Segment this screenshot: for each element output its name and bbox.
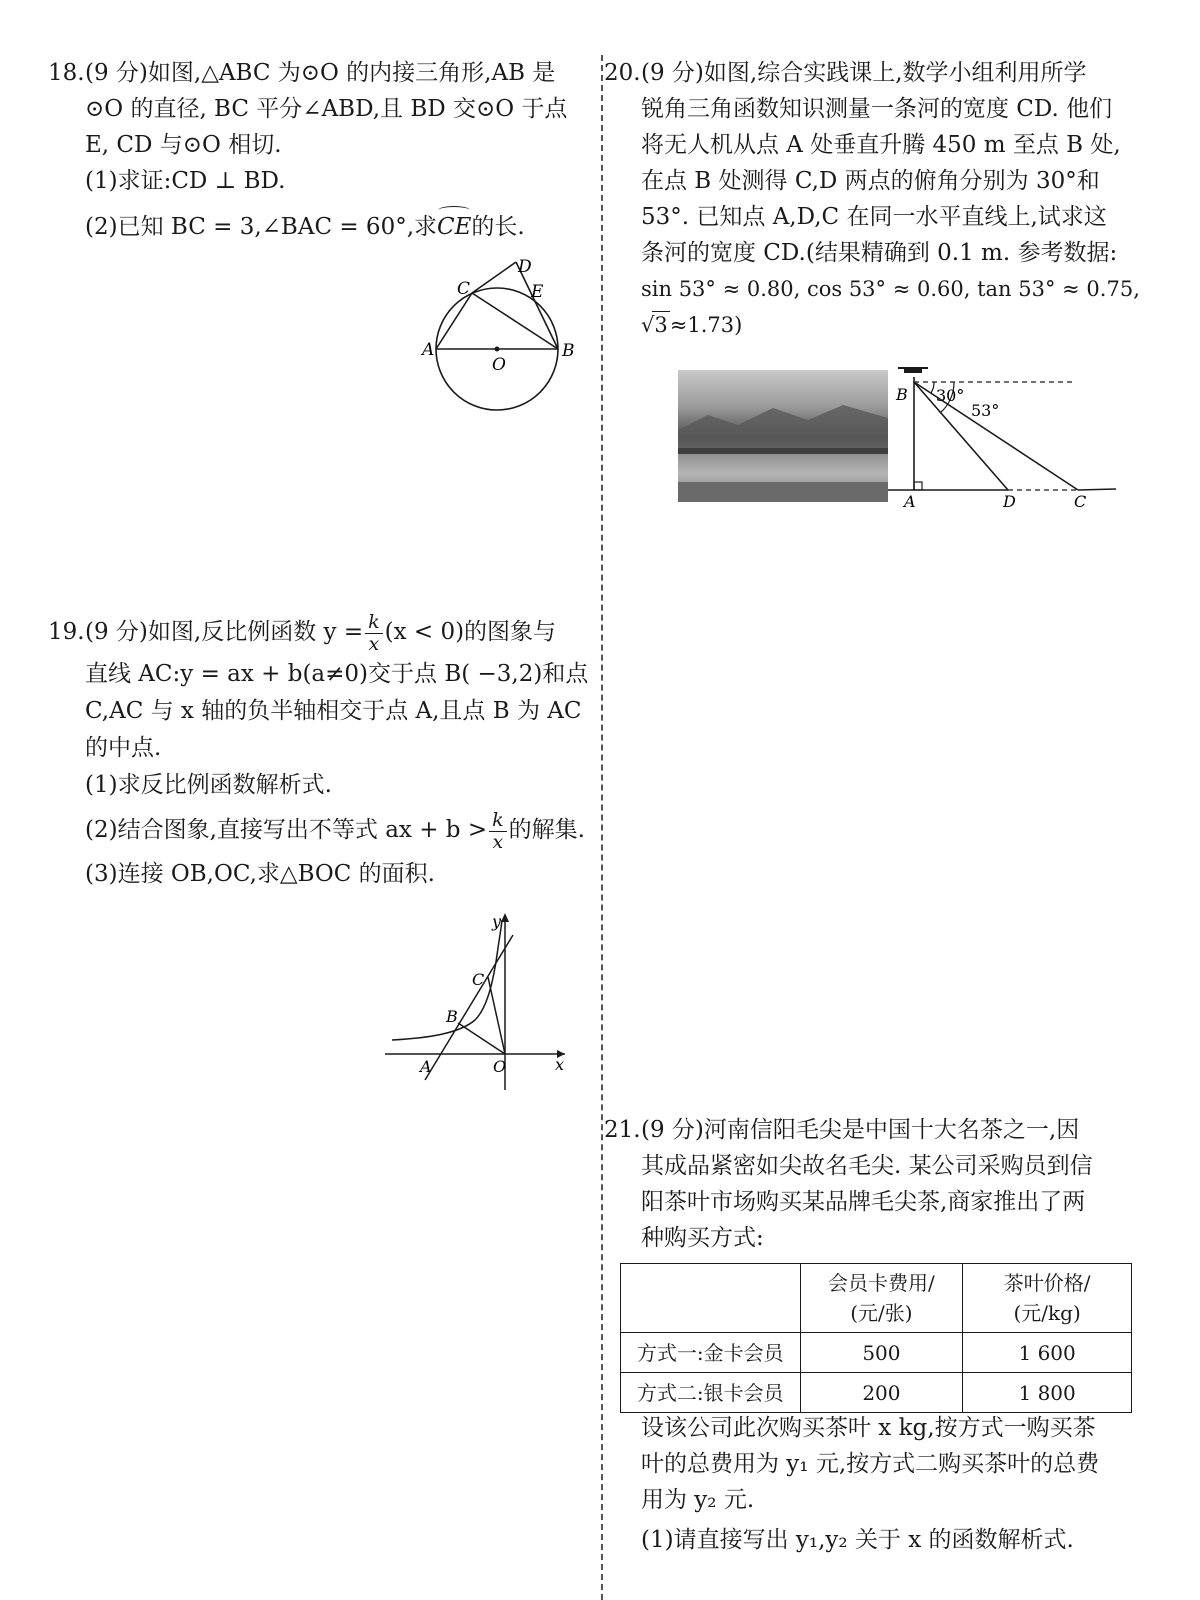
table-cell: 1 600 — [963, 1333, 1132, 1373]
q21-after-line1: 设该公司此次购买茶叶 x kg,按方式一购买茶 — [641, 1415, 1096, 1441]
q18-part-2-suffix: 的长. — [471, 214, 525, 240]
q21-after-line3: 用为 y₂ 元. — [641, 1487, 755, 1513]
question-number: 19. — [48, 619, 85, 645]
question-number: 18. — [48, 60, 85, 86]
label-a: A — [422, 340, 435, 360]
arc-ce: CE — [437, 209, 471, 245]
q19-part-3: (3)连接 OB,OC,求△BOC 的面积. — [85, 861, 435, 887]
hyperbola-diagram — [380, 905, 580, 1095]
label-o: O — [493, 1057, 507, 1076]
q19-part-2-text: (2)结合图象,直接写出不等式 ax + b > — [85, 817, 488, 843]
q20-text-line3: 将无人机从点 A 处垂直升腾 450 m 至点 B 处, — [641, 132, 1121, 158]
q20-text-line2: 锐角三角函数知识测量一条河的宽度 CD. 他们 — [641, 96, 1113, 122]
label-x: x — [555, 1055, 565, 1074]
fraction-numerator: k — [489, 810, 507, 832]
table-cell: 500 — [800, 1333, 963, 1373]
fraction-k-over-x — [365, 612, 383, 655]
q20-text-line4: 在点 B 处测得 C,D 两点的俯角分别为 30°和 — [641, 168, 1100, 194]
q19-text-line1-post: (x < 0)的图象与 — [384, 619, 557, 645]
q18-text-line2: ⊙O 的直径, BC 平分∠ABD,且 BD 交⊙O 于点 — [85, 96, 568, 122]
fraction-denominator: x — [492, 830, 504, 853]
q20-text-line6: 条河的宽度 CD.(结果精确到 0.1 m. 参考数据: — [641, 240, 1118, 266]
q19-text-line4: 的中点. — [85, 735, 162, 761]
circle-diagram — [415, 250, 590, 415]
q21-after-line2: 叶的总费用为 y₁ 元,按方式二购买茶叶的总费 — [641, 1451, 1100, 1477]
table-cell: 方式二:银卡会员 — [621, 1373, 801, 1413]
label-b: B — [896, 385, 908, 404]
q20-text-line7: sin 53° ≈ 0.80, cos 53° ≈ 0.60, tan 53° ≈ 0.75, — [641, 277, 1140, 301]
table-row — [621, 1373, 1132, 1413]
label-y: y — [492, 912, 502, 931]
table-header-cell: 会员卡费用/ (元/张) — [800, 1264, 963, 1333]
drone-icon — [898, 368, 928, 373]
question-20 — [604, 55, 1194, 343]
ground-line-right — [1078, 489, 1116, 490]
drone-angle-diagram — [888, 362, 1123, 514]
q18-part-2 — [48, 209, 588, 245]
label-d: D — [1003, 492, 1016, 511]
q20-text-line1: (9 分)如图,综合实践课上,数学小组利用所学 — [641, 60, 1087, 86]
table-row — [621, 1333, 1132, 1373]
q18-part-2-text: (2)已知 BC = 3,∠BAC = 60°,求 — [85, 214, 438, 240]
q19-text-line2: 直线 AC:y = ax + b(a≠0)交于点 B( −3,2)和点 — [85, 661, 589, 687]
q19-text-line1-pre: (9 分)如图,反比例函数 y = — [85, 619, 364, 645]
question-21 — [604, 1112, 1194, 1256]
label-angle-53: 53° — [971, 401, 1000, 420]
question-number: 20. — [604, 60, 641, 86]
q19-part-2 — [48, 804, 588, 856]
q21-text-line3: 阳茶叶市场购买某品牌毛尖茶,商家推出了两 — [641, 1189, 1086, 1215]
mountains — [678, 405, 888, 450]
label-o: O — [492, 355, 506, 375]
table-cell: 200 — [800, 1373, 963, 1413]
label-a: A — [904, 492, 916, 511]
q18-text-line1: (9 分)如图,△ABC 为⊙O 的内接三角形,AB 是 — [85, 60, 556, 86]
label-angle-30: 30° — [936, 386, 965, 405]
fraction-k-over-x — [489, 810, 507, 853]
label-e: E — [531, 282, 544, 302]
question-19 — [48, 608, 588, 893]
segment-oc — [488, 977, 505, 1054]
q20-text-line8: √3≈1.73) — [641, 313, 743, 337]
angle-30-arc — [931, 382, 934, 393]
table-cell: 1 800 — [963, 1373, 1132, 1413]
q20-text-line5: 53°. 已知点 A,D,C 在同一水平直线上,试求这 — [641, 204, 1107, 230]
river-photo — [678, 370, 888, 502]
segment-ob — [458, 1023, 505, 1054]
q21-part-1: (1)请直接写出 y₁,y₂ 关于 x 的函数解析式. — [641, 1527, 1074, 1553]
label-b: B — [562, 341, 575, 361]
label-a: A — [420, 1057, 432, 1076]
q19-part-2-suffix: 的解集. — [508, 817, 585, 843]
question-21-continued — [641, 1410, 1191, 1558]
table-cell: 方式一:金卡会员 — [621, 1333, 801, 1373]
near-shore — [678, 482, 888, 502]
sqrt-3: 3 — [654, 313, 668, 337]
question-18 — [48, 55, 588, 245]
fraction-numerator: k — [365, 612, 383, 634]
label-c: C — [472, 970, 485, 989]
q20-sqrt-approx: ≈1.73) — [669, 313, 743, 337]
table-header-cell: 茶叶价格/ (元/kg) — [963, 1264, 1132, 1333]
pricing-table — [620, 1263, 1132, 1413]
table-header-cell — [621, 1264, 801, 1333]
segment-ac — [436, 293, 472, 349]
label-b: B — [446, 1007, 458, 1026]
q19-part-1: (1)求反比例函数解析式. — [85, 772, 332, 798]
q18-part-1: (1)求证:CD ⊥ BD. — [85, 168, 286, 194]
question-number: 21. — [604, 1117, 641, 1143]
fraction-denominator: x — [368, 632, 380, 655]
label-d: D — [518, 257, 532, 277]
q18-text-line3: E, CD 与⊙O 相切. — [85, 132, 282, 158]
q21-text-line4: 种购买方式: — [641, 1225, 764, 1251]
q21-text-line1: (9 分)河南信阳毛尖是中国十大名茶之一,因 — [641, 1117, 1080, 1143]
label-c: C — [1074, 492, 1087, 511]
label-c: C — [457, 279, 471, 299]
column-divider — [601, 55, 603, 1600]
q21-text-line2: 其成品紧密如尖故名毛尖. 某公司采购员到信 — [641, 1153, 1093, 1179]
far-shore — [678, 448, 888, 454]
table-header-row — [621, 1264, 1132, 1333]
river-landscape — [678, 370, 888, 502]
right-angle-mark — [914, 482, 922, 490]
q19-text-line3: C,AC 与 x 轴的负半轴相交于点 A,且点 B 为 AC — [85, 698, 582, 724]
center-point — [495, 347, 500, 352]
